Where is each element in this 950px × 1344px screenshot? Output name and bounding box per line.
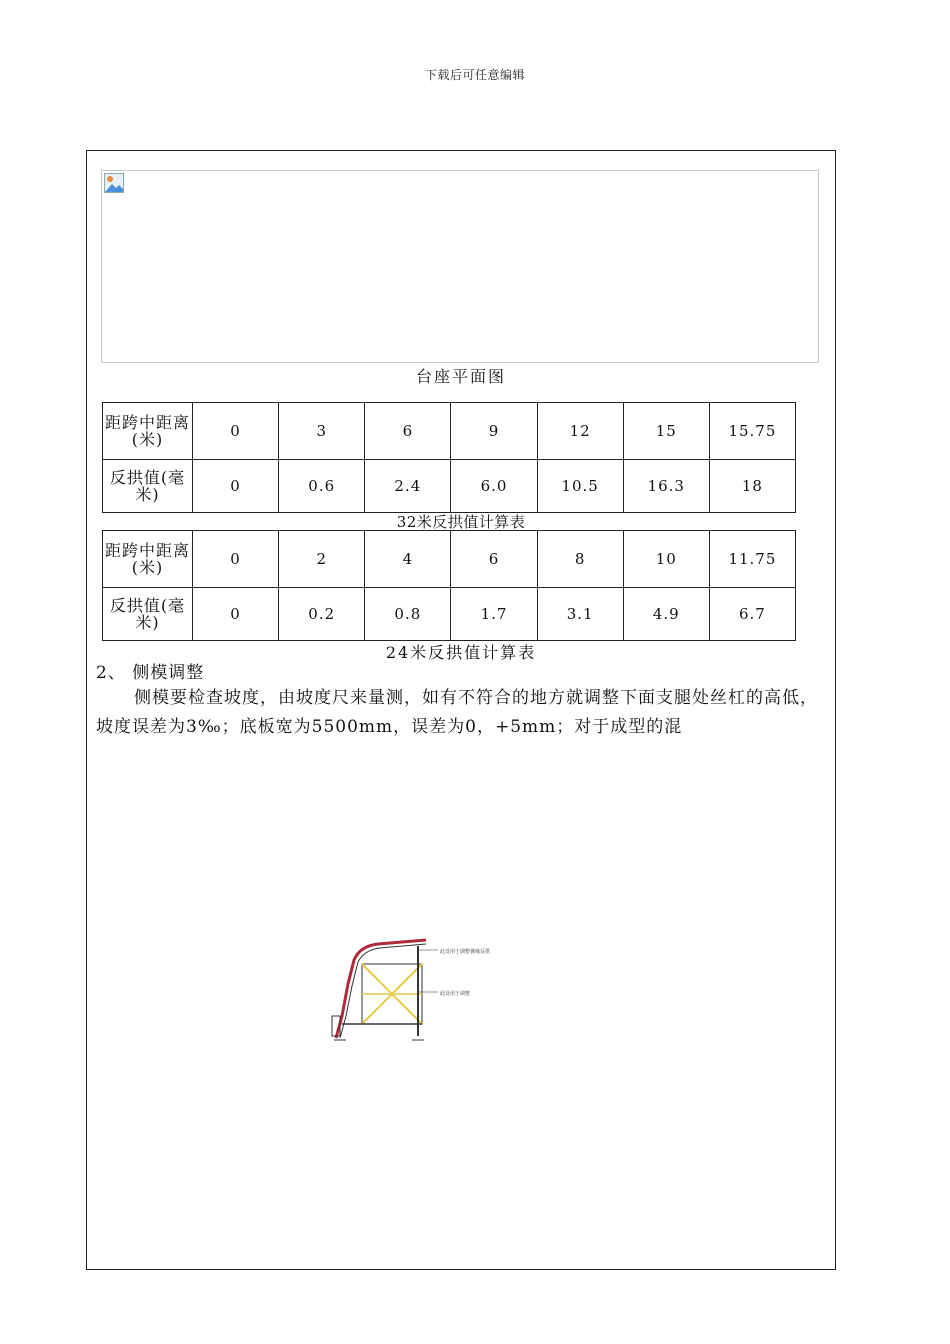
- table-cell: 3: [279, 403, 365, 460]
- table-cell: 4: [365, 531, 451, 588]
- table-cell: 10.5: [537, 460, 623, 513]
- table-cell: 18: [709, 460, 795, 513]
- table-cell: 6.7: [709, 588, 795, 641]
- table-cell: 0: [193, 460, 279, 513]
- table-cell: 4.9: [623, 588, 709, 641]
- table-row: [103, 588, 796, 641]
- table-cell: 8: [537, 531, 623, 588]
- table-cell: 0: [193, 403, 279, 460]
- table-cell: 0.6: [279, 460, 365, 513]
- broken-image-icon: [104, 173, 124, 193]
- table-cell: 0: [193, 588, 279, 641]
- table-32m-caption: 32米反拱值计算表: [396, 513, 526, 531]
- table-cell: 11.75: [709, 531, 795, 588]
- row-header-distance: 距跨中距离(米): [103, 531, 193, 588]
- table-cell: 15.75: [709, 403, 795, 460]
- header-note: 下载后可任意编辑: [424, 68, 525, 82]
- image-caption: 台座平面图: [415, 367, 506, 386]
- table-cell: 15: [623, 403, 709, 460]
- table-cell: 3.1: [537, 588, 623, 641]
- table-cell: 0.8: [365, 588, 451, 641]
- table-cell: 10: [623, 531, 709, 588]
- table-cell: 6: [365, 403, 451, 460]
- table-cell: 1.7: [451, 588, 537, 641]
- table-row: [103, 460, 796, 513]
- table-cell: 12: [537, 403, 623, 460]
- diagram-label-top: 此处用于调整翼缘反拱: [440, 949, 491, 955]
- table-24m-camber: [102, 530, 796, 641]
- table-32m-camber: [102, 402, 796, 513]
- diagram-label-mid: 此处用于调整: [440, 991, 471, 997]
- row-header-camber: 反拱值(毫米): [103, 460, 193, 513]
- side-form-diagram: [326, 936, 506, 1048]
- broken-image-placeholder: [101, 170, 819, 363]
- table-cell: 16.3: [623, 460, 709, 513]
- row-header-distance: 距跨中距离(米): [103, 403, 193, 460]
- section-paragraph: 侧模要检查坡度，由坡度尺来量测，如有不符合的地方就调整下面支腿处丝杠的高低，坡度误差为3‰；底板宽为5500mm，误差为0，+5mm；对于成型的混: [96, 688, 818, 737]
- table-row: [103, 403, 796, 460]
- table-row: [103, 531, 796, 588]
- table-cell: 6: [451, 531, 537, 588]
- table-cell: 0.2: [279, 588, 365, 641]
- row-header-camber: 反拱值(毫米): [103, 588, 193, 641]
- table-24m-caption: 24米反拱值计算表: [385, 643, 537, 662]
- table-cell: 6.0: [451, 460, 537, 513]
- table-cell: 2: [279, 531, 365, 588]
- table-cell: 2.4: [365, 460, 451, 513]
- table-cell: 0: [193, 531, 279, 588]
- table-cell: 9: [451, 403, 537, 460]
- section-title: 2、 侧模调整: [96, 663, 205, 683]
